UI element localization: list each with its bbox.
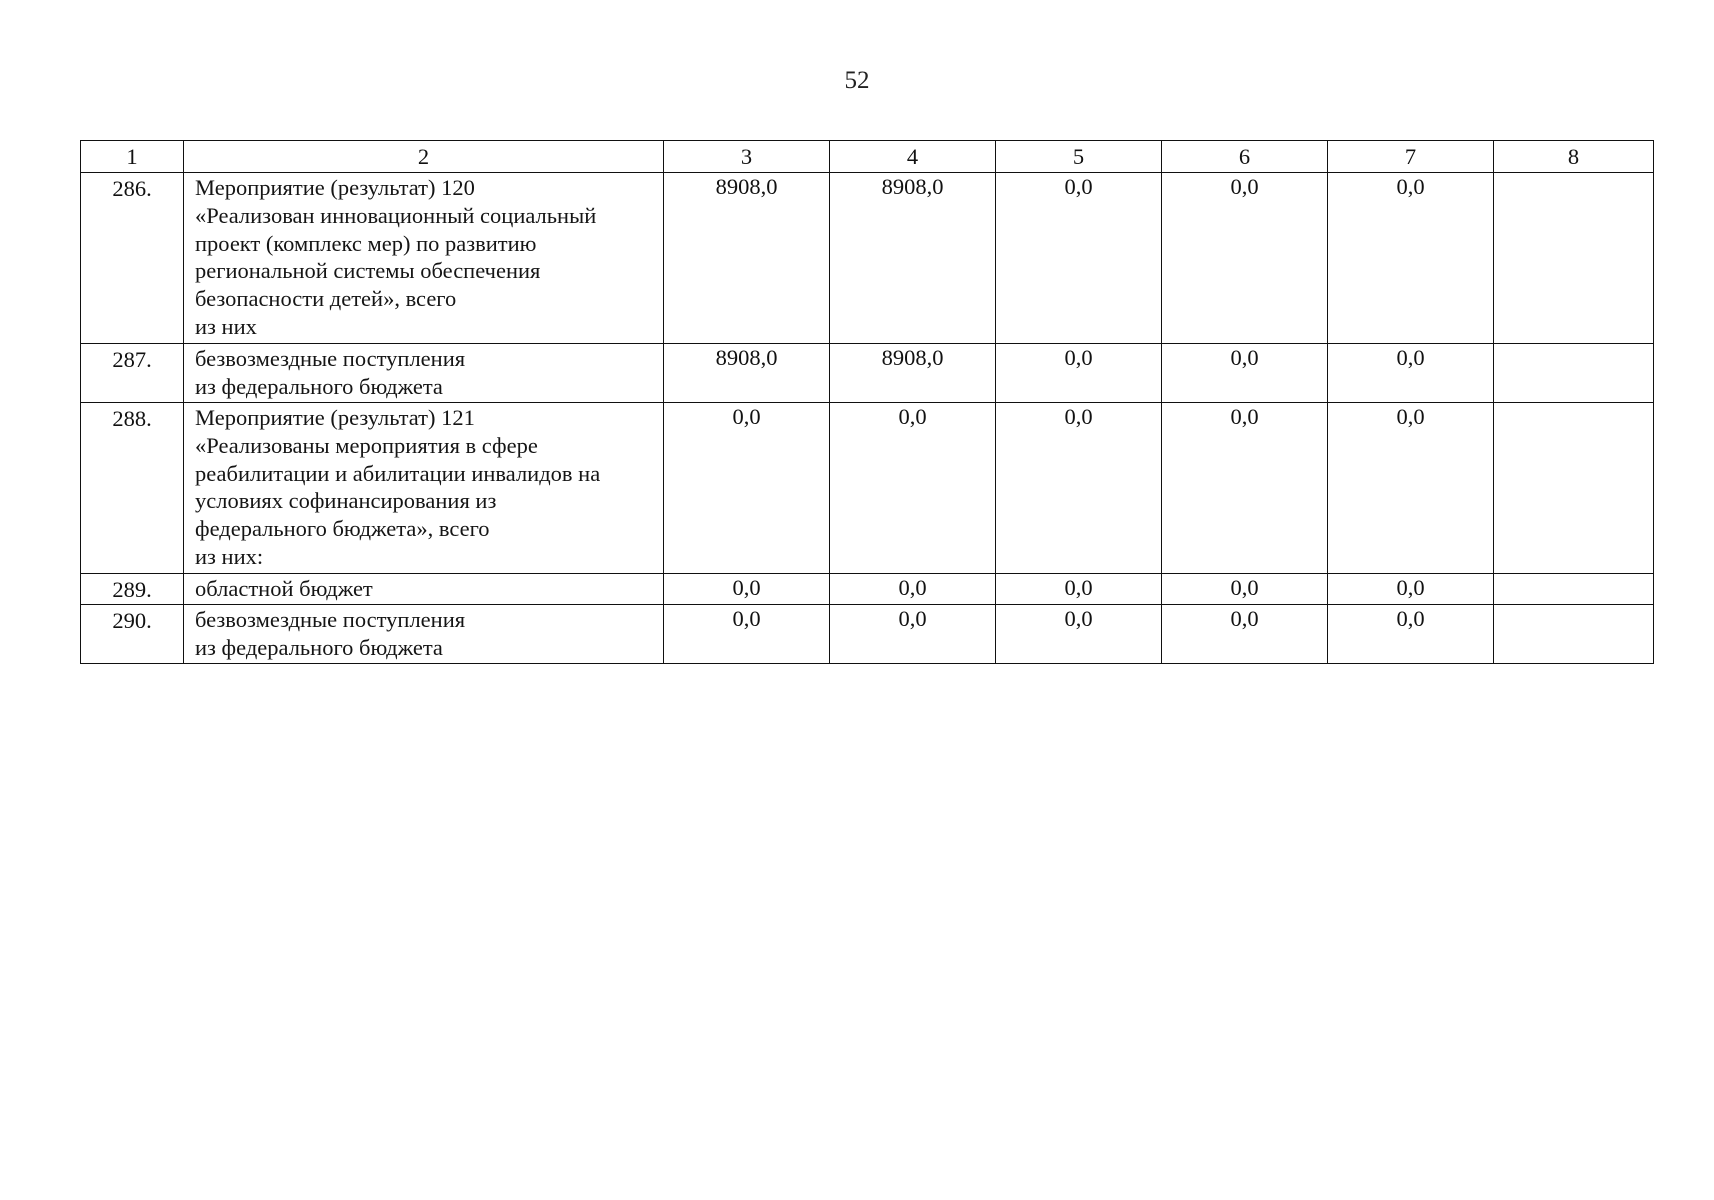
value-cell: 8908,0: [830, 344, 996, 403]
value-cell: 0,0: [664, 403, 830, 574]
description-line: безвозмездные поступления: [195, 346, 466, 371]
column-header: 7: [1328, 141, 1494, 173]
value-cell: 0,0: [1328, 173, 1494, 344]
column-header: 6: [1162, 141, 1328, 173]
description-line: проект (комплекс мер) по развитию: [195, 230, 537, 256]
value-cell: 0,0: [664, 574, 830, 605]
value-cell: 0,0: [996, 403, 1162, 574]
table-row: [81, 403, 1654, 574]
value-cell: 0,0: [1162, 574, 1328, 605]
description-line: реабилитации и абилитации инвалидов на: [195, 460, 601, 486]
description-line: безопасности детей», всего: [195, 286, 457, 312]
description-line: безвозмездные поступления: [195, 607, 466, 632]
value-cell: 0,0: [996, 574, 1162, 605]
description-line: «Реализован инновационный социальный: [195, 202, 597, 228]
value-cell: 8908,0: [664, 173, 830, 344]
value-cell: 0,0: [1328, 574, 1494, 605]
description-line: Мероприятие (результат) 120: [195, 175, 475, 200]
row-number: 290.: [81, 605, 184, 664]
value-cell: [1494, 605, 1654, 664]
value-cell: 0,0: [664, 605, 830, 664]
row-description: [184, 173, 664, 344]
description-line: региональной системы обеспечения: [195, 258, 541, 284]
value-cell: 0,0: [1162, 344, 1328, 403]
description-line: областной бюджет: [195, 576, 373, 601]
table-row: [81, 605, 1654, 664]
value-cell: [1494, 344, 1654, 403]
row-number: 288.: [81, 403, 184, 574]
value-cell: 0,0: [1162, 403, 1328, 574]
value-cell: 0,0: [996, 173, 1162, 344]
value-cell: 0,0: [830, 403, 996, 574]
description-line: из них: [195, 313, 257, 339]
row-description: [184, 605, 664, 664]
value-cell: 8908,0: [830, 173, 996, 344]
row-number: 289.: [81, 574, 184, 605]
table-row: [81, 344, 1654, 403]
value-cell: 0,0: [996, 605, 1162, 664]
value-cell: 0,0: [1328, 605, 1494, 664]
value-cell: 0,0: [830, 605, 996, 664]
row-number: 286.: [81, 173, 184, 344]
value-cell: 0,0: [1328, 344, 1494, 403]
row-description: [184, 344, 664, 403]
table-row: [81, 173, 1654, 344]
column-header: 3: [664, 141, 830, 173]
description-line: Мероприятие (результат) 121: [195, 405, 475, 430]
value-cell: 0,0: [1328, 403, 1494, 574]
table-row: [81, 574, 1654, 605]
value-cell: 0,0: [996, 344, 1162, 403]
budget-table: [80, 140, 1654, 664]
column-header: 1: [81, 141, 184, 173]
value-cell: [1494, 403, 1654, 574]
column-header: 8: [1494, 141, 1654, 173]
page-number: 52: [844, 67, 870, 94]
description-line: федерального бюджета», всего: [195, 516, 490, 542]
value-cell: 8908,0: [664, 344, 830, 403]
row-description: [184, 574, 664, 605]
value-cell: 0,0: [1162, 605, 1328, 664]
row-description: [184, 403, 664, 574]
row-number: 287.: [81, 344, 184, 403]
column-header: 5: [996, 141, 1162, 173]
column-header: 2: [184, 141, 664, 173]
value-cell: 0,0: [830, 574, 996, 605]
description-line: условиях софинансирования из: [195, 488, 497, 514]
description-line: из федерального бюджета: [195, 373, 443, 399]
value-cell: 0,0: [1162, 173, 1328, 344]
value-cell: [1494, 574, 1654, 605]
description-line: из федерального бюджета: [195, 634, 443, 660]
value-cell: [1494, 173, 1654, 344]
description-line: «Реализованы мероприятия в сфере: [195, 432, 538, 458]
column-header: 4: [830, 141, 996, 173]
description-line: из них:: [195, 543, 264, 569]
table-header-row: [81, 141, 1654, 173]
